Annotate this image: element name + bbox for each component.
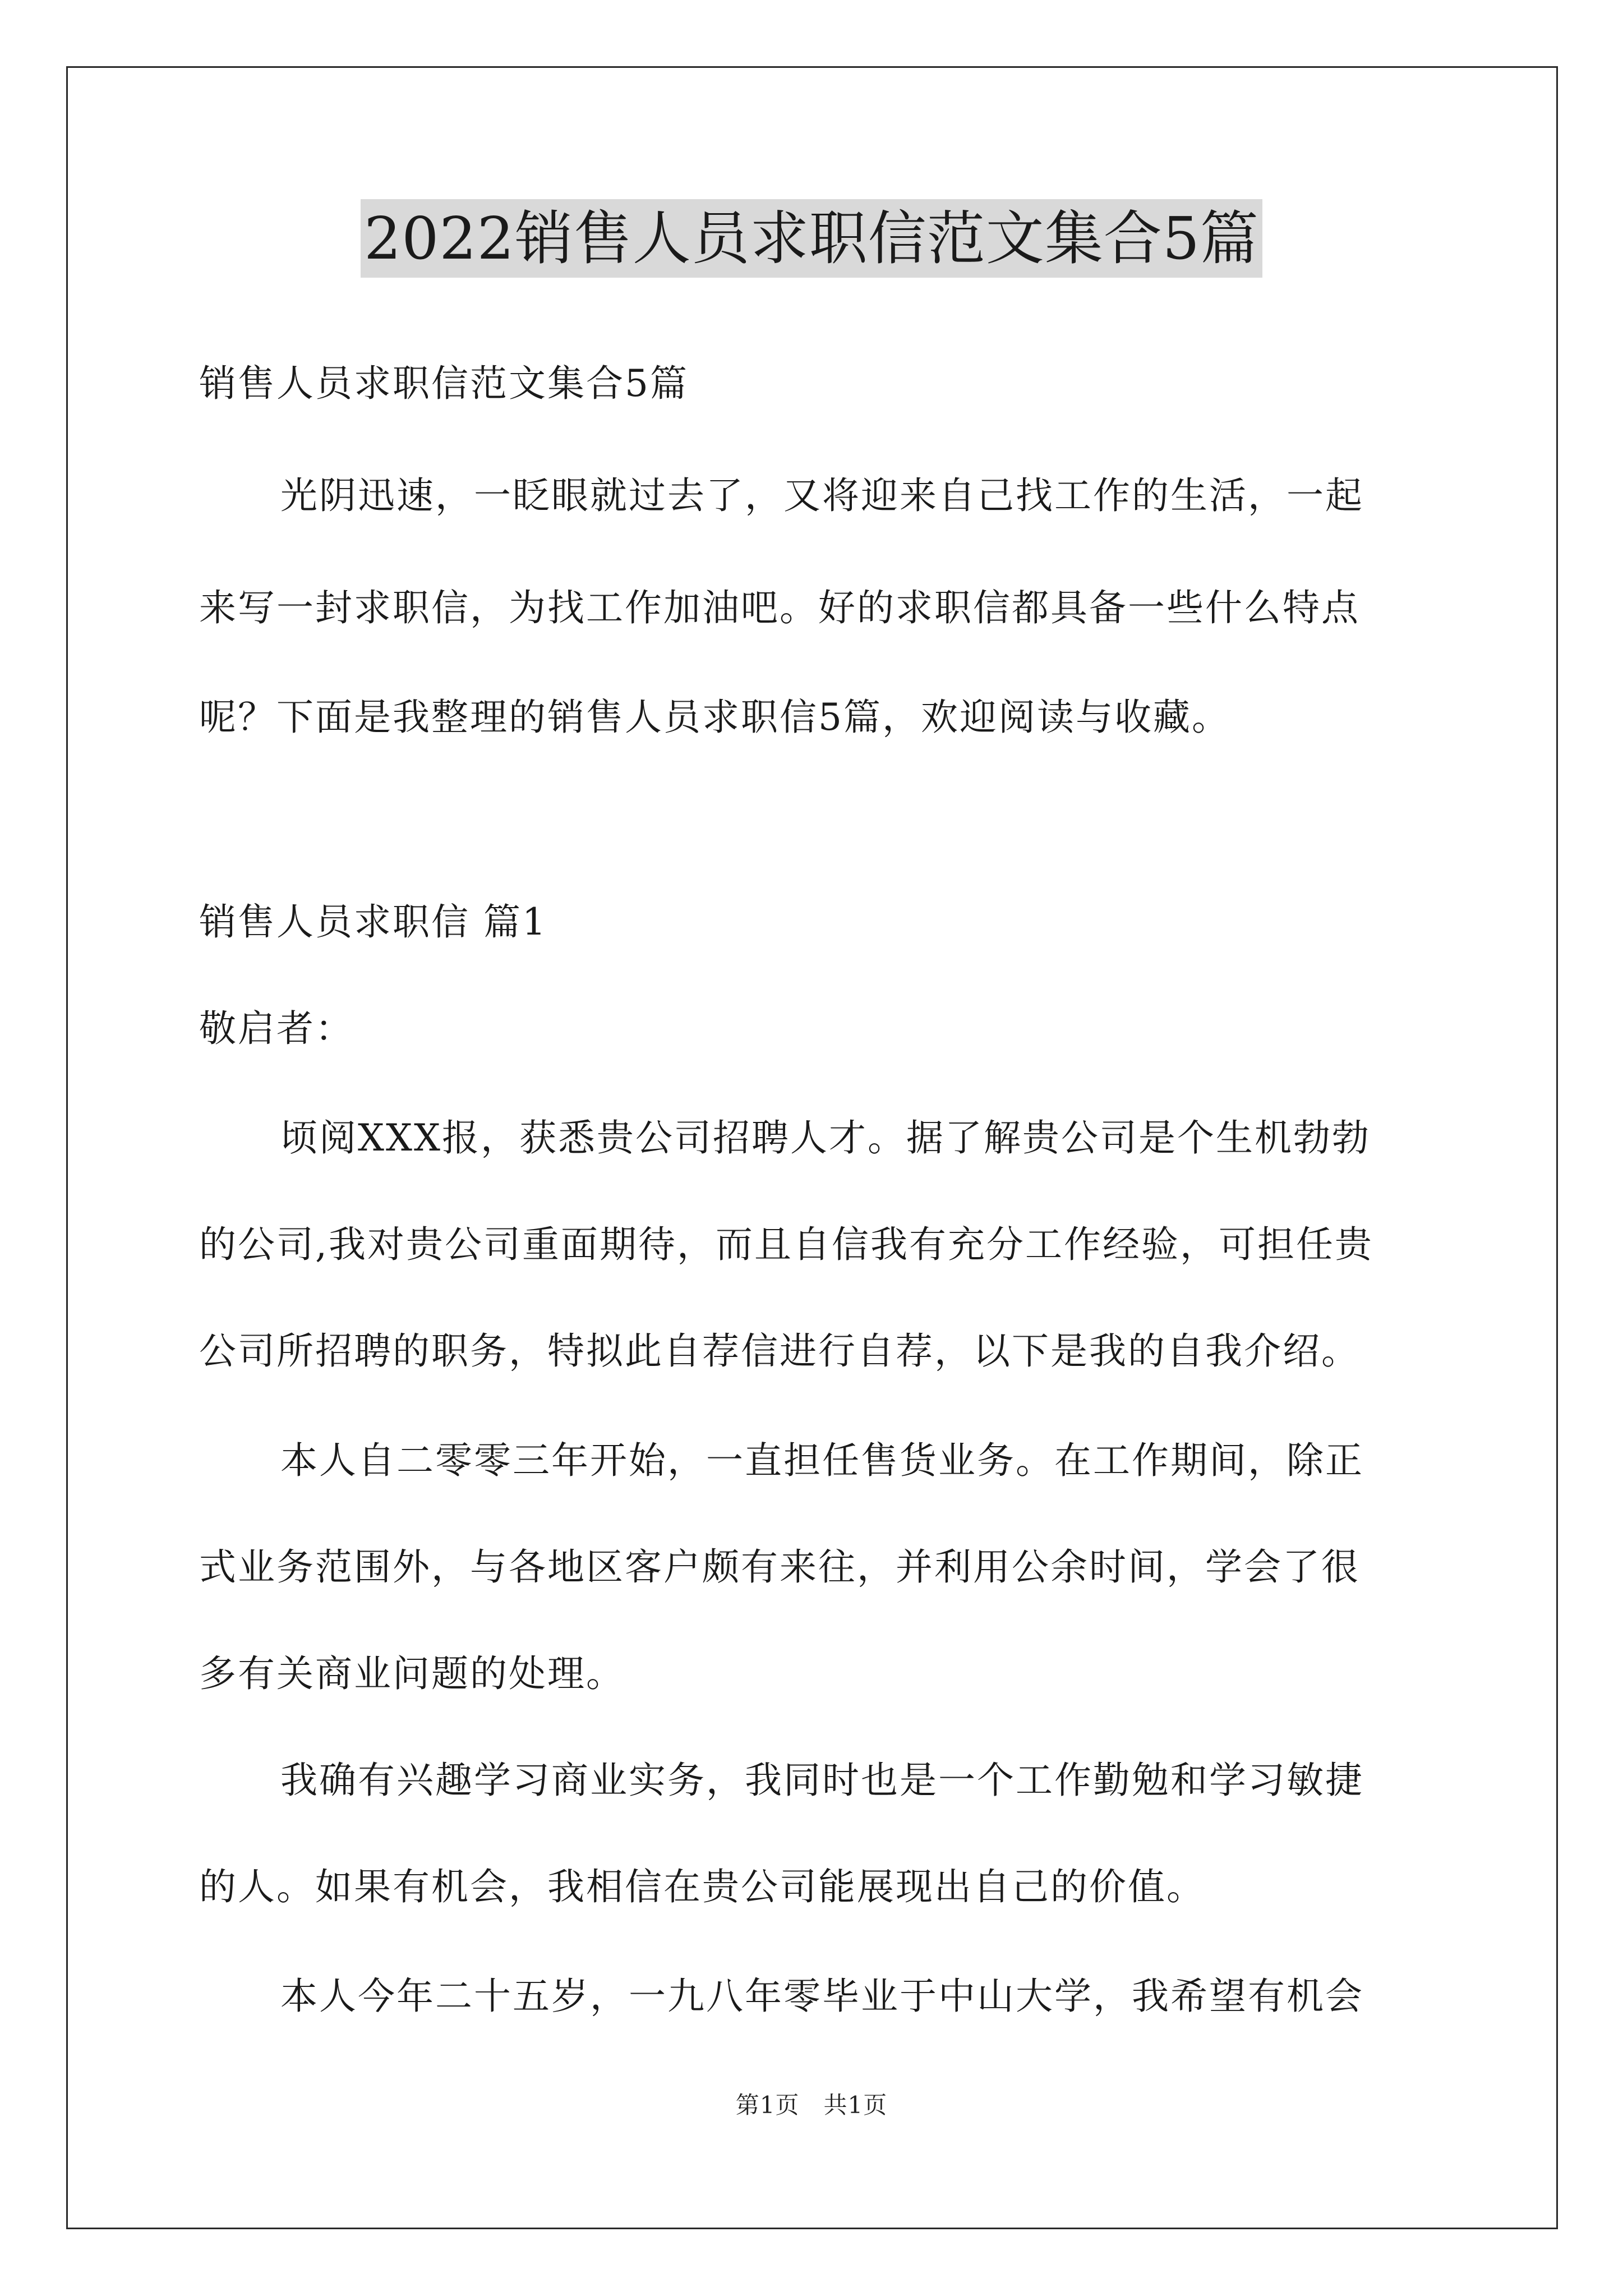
- paragraph1-line-2: 的公司,我对贵公司重面期待，而且自信我有充分工作经验，可担任贵: [199, 1223, 1373, 1266]
- paragraph1-line-3: 公司所招聘的职务，特拟此自荐信进行自荐，以下是我的自我介绍。: [199, 1329, 1360, 1373]
- intro-line-1: 光阴迅速，一眨眼就过去了，又将迎来自己找工作的生活，一起: [280, 474, 1364, 517]
- document-title: [0, 199, 1623, 278]
- paragraph2-line-3: 多有关商业问题的处理。: [199, 1652, 625, 1695]
- paragraph2-line-2: 式业务范围外，与各地区客户颇有来往，并利用公余时间，学会了很: [199, 1545, 1360, 1589]
- paragraph1-line-1: 顷阅XXX报，获悉贵公司招聘人才。据了解贵公司是个生机勃勃: [280, 1116, 1371, 1159]
- salutation: 敬启者：: [199, 1007, 354, 1050]
- paragraph3-line-1: 我确有兴趣学习商业实务，我同时也是一个工作勤勉和学习敏捷: [280, 1759, 1364, 1802]
- intro-line-2: 来写一封求职信，为找工作加油吧。好的求职信都具备一些什么特点: [199, 586, 1360, 629]
- page-footer: [0, 2087, 1623, 2120]
- document-title-text: 2022销售人员求职信范文集合5篇: [361, 199, 1262, 278]
- intro-line-3: 呢？下面是我整理的销售人员求职信5篇，欢迎阅读与收藏。: [199, 696, 1230, 739]
- paragraph4-line-1: 本人今年二十五岁，一九八年零毕业于中山大学，我希望有机会: [280, 1975, 1364, 2018]
- section-heading: 销售人员求职信 篇1: [199, 900, 547, 944]
- paragraph3-line-2: 的人。如果有机会，我相信在贵公司能展现出自己的价值。: [199, 1865, 1205, 1908]
- paragraph2-line-1: 本人自二零零三年开始，一直担任售货业务。在工作期间，除正: [280, 1439, 1364, 1482]
- page-number-label: 第1页 共1页: [735, 2091, 888, 2119]
- subtitle: 销售人员求职信范文集合5篇: [199, 362, 689, 405]
